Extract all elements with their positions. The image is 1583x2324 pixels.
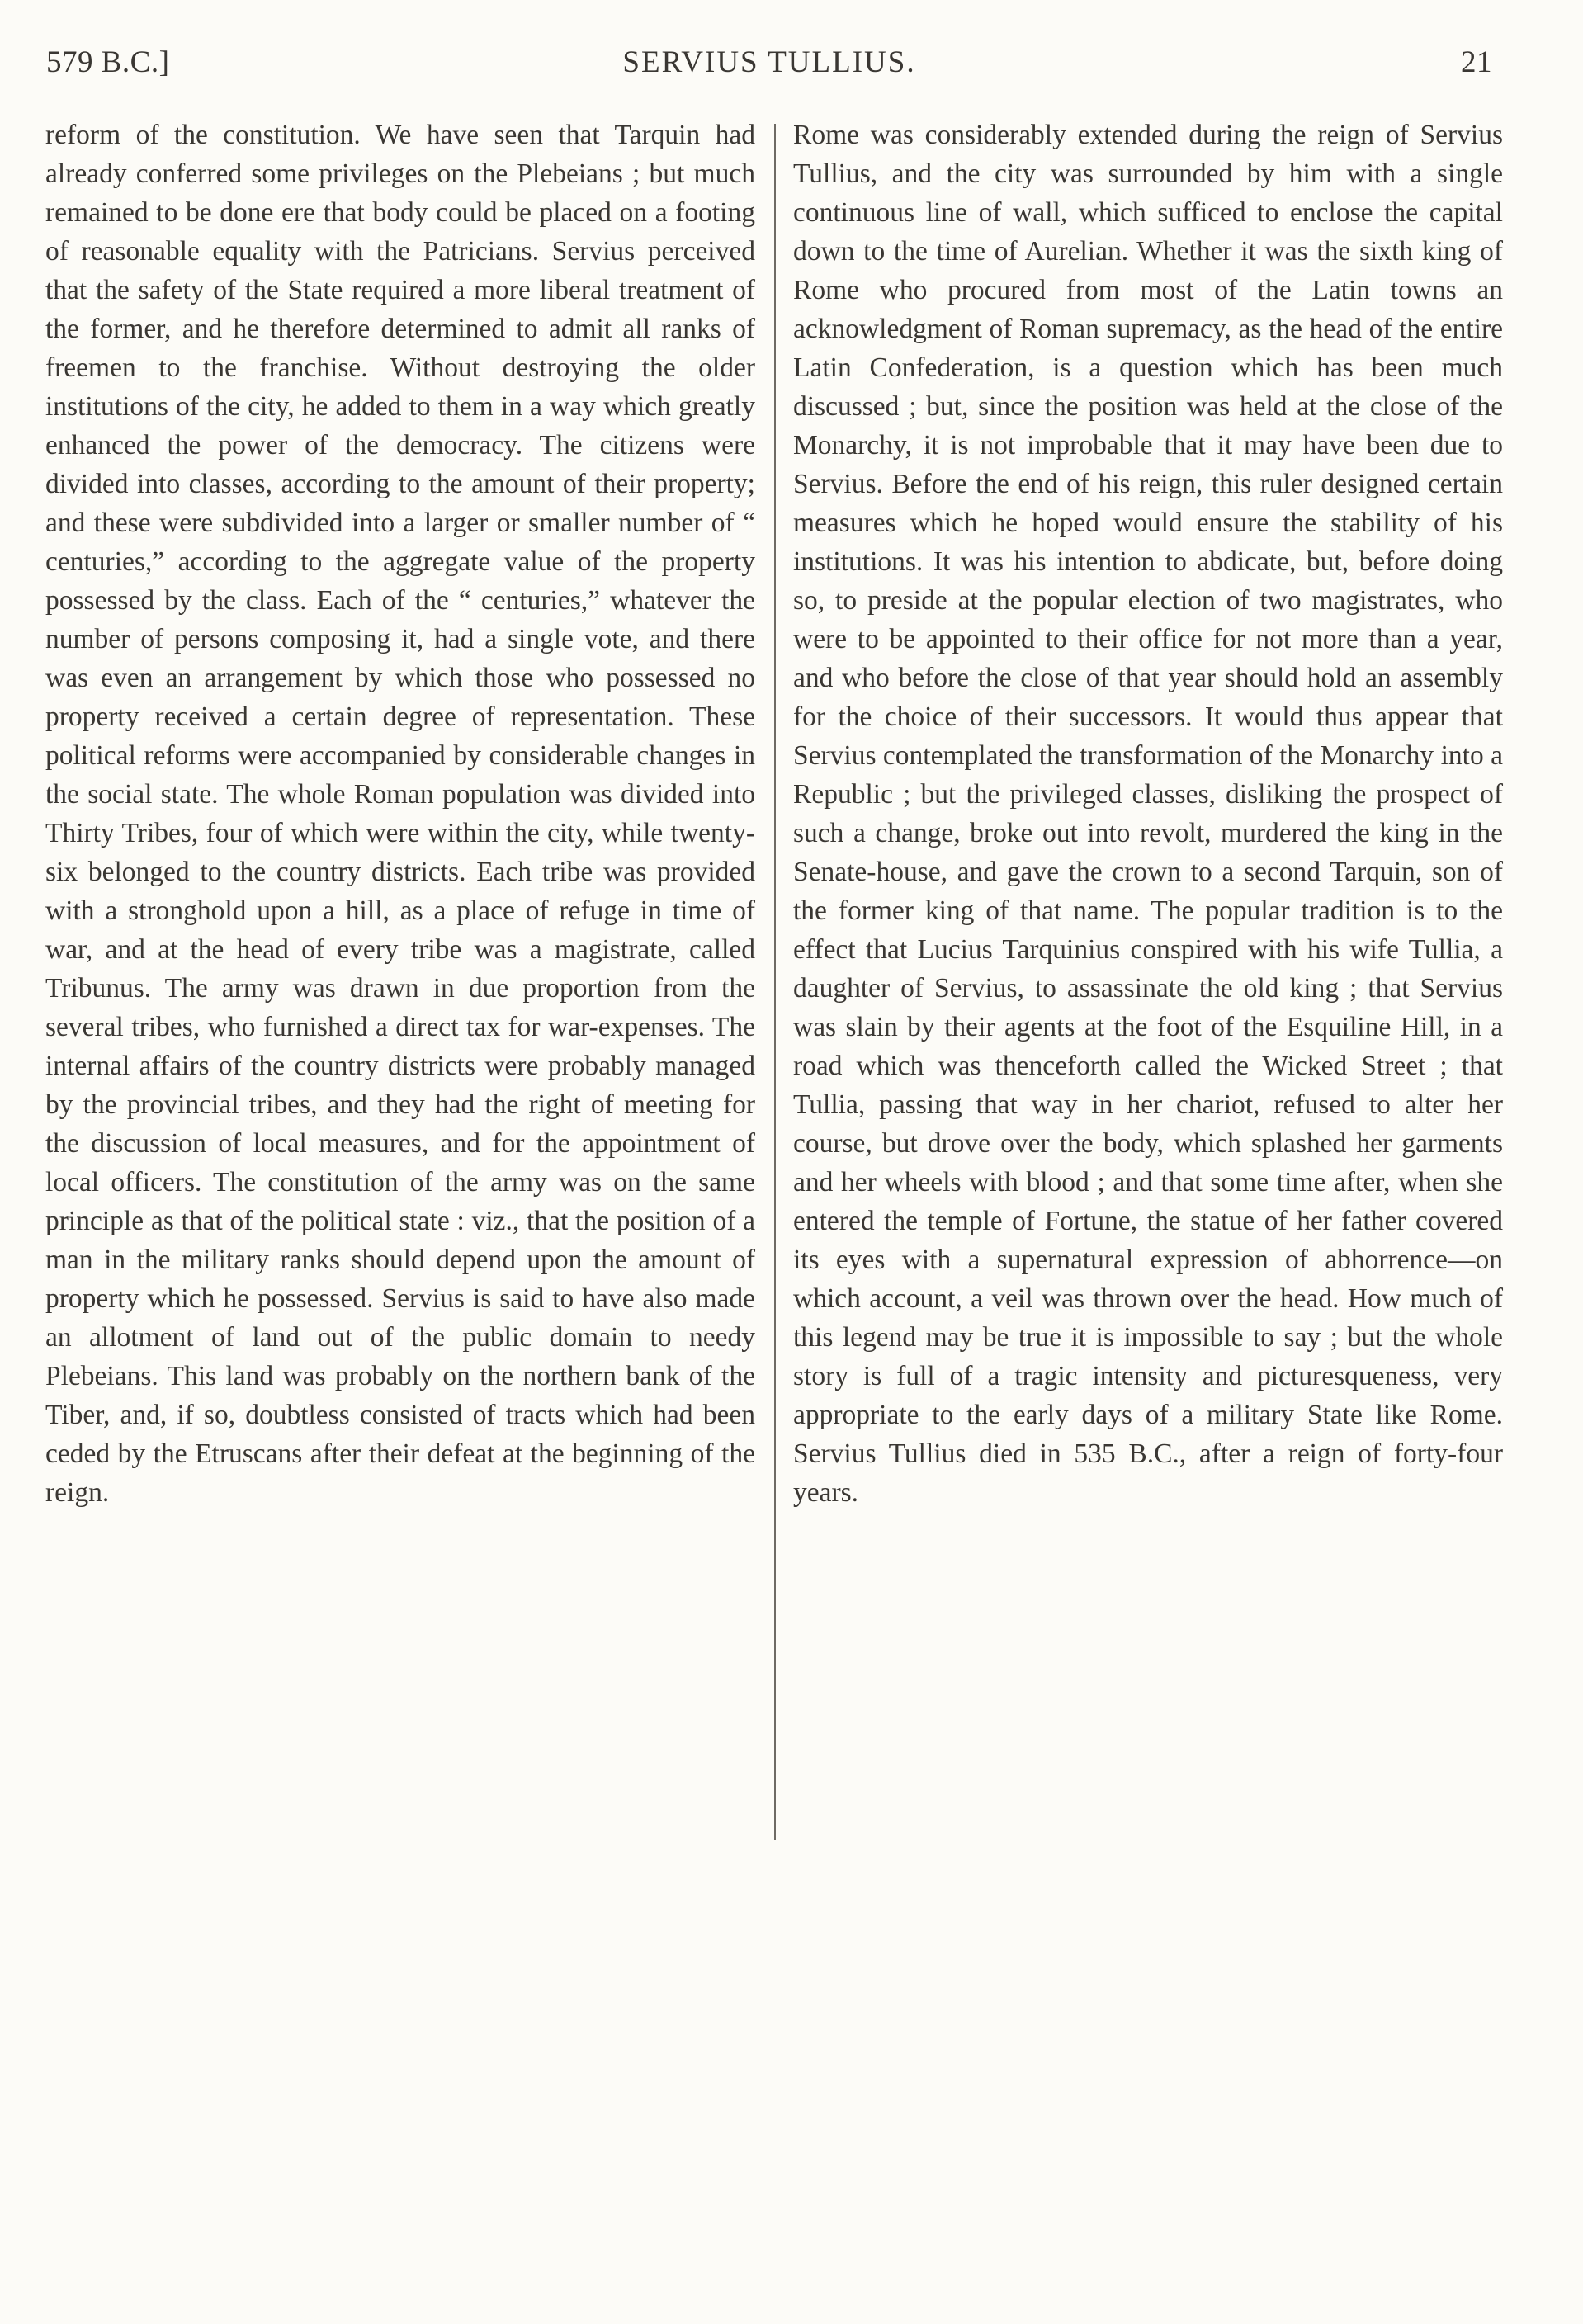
column-divider [774,124,776,1840]
left-column-text: reform of the constitution. We have seen that Tarquin had already conferred some privileges on the Plebeians ; but much remained to be done ere that body could be placed on a footing of reasonable equality with the Patricians. Servius perceived that the safety of the State required a more liberal treatment of the former, and he therefore determined to admit all ranks of freemen to the franchise. Without destroying the older institutions of the city, he added to them in a way which greatly enhanced the power of the democracy. The citizens were divided into classes, according to the amount of their property; and these were subdivided into a larger or smaller number of “ centuries,” according to the aggregate value of the property possessed by the class. Each of the “ centuries,” whatever the number of persons composing it, had a single vote, and there was even an arrangement by which those who possessed no property received a certain degree of representation. These political reforms were accompanied by considerable changes in the social state. The whole Roman population was divided into Thirty Tribes, four of which were within the city, while twenty-six belonged to the country districts. Each tribe was provided with a stronghold upon a hill, as a place of refuge in time of war, and at the head of every tribe was a magistrate, called Tribunus. The army was drawn in due proportion from the several tribes, who furnished a direct tax for war-expenses. The internal affairs of the country districts were probably managed by the provincial tribes, and they had the right of meeting for the discussion of local measures, and for the appointment of local officers. The constitution of the army was on the same principle as that of the political state : viz., that the position of a man in the military ranks should depend upon the amount of property which he possessed. Servius is said to have also made an allotment of land out of the public domain to needy Plebeians. This land was probably on the northern bank of the Tiber, and, if so, doubtless consisted of tracts which had been ceded by the Etruscans after their defeat at the beginning of the reign. [45,120,755,1508]
left-column [45,116,755,1512]
right-column [793,116,1503,1512]
header-title: SERVIUS TULLIUS. [622,45,916,79]
right-column-text: Rome was considerably extended during the reign of Servius Tullius, and the city was surrounded by him with a single continuous line of wall, which sufficed to enclose the capital down to the time of Aurelian. Whether it was the sixth king of Rome who procured from most of the Latin towns an acknowledgment of Roman supremacy, as the head of the entire Latin Confederation, is a question which has been much discussed ; but, since the position was held at the close of the Monarchy, it is not improbable that it may have been due to Servius. Before the end of his reign, this ruler designed certain measures which he hoped would ensure the stability of his institutions. It was his intention to abdicate, but, before doing so, to preside at the popular election of two magistrates, who were to be appointed to their office for not more than a year, and who before the close of that year should hold an assembly for the choice of their successors. It would thus appear that Servius contemplated the transformation of the Monarchy into a Republic ; but the privileged classes, disliking the prospect of such a change, broke out into revolt, murdered the king in the Senate-house, and gave the crown to a second Tarquin, son of the former king of that name. The popular tradition is to the effect that Lucius Tarquinius conspired with his wife Tullia, a daughter of Servius, to assassinate the old king ; that Servius was slain by their agents at the foot of the Esquiline Hill, in a road which was thenceforth called the Wicked Street ; that Tullia, passing that way in her chariot, refused to alter her course, but drove over the body, which splashed her garments and her wheels with blood ; and that some time after, when she entered the temple of Fortune, the statue of her father covered its eyes with a supernatural expression of abhorrence—on which account, a veil was thrown over the head. How much of this legend may be true it is impossible to say ; but the whole story is full of a tragic intensity and picturesqueness, very appropriate to the early days of a military State like Rome. Servius Tullius died in 535 B.C., after a reign of forty-four years. [793,120,1503,1508]
page-number: 21 [1461,45,1492,79]
header-date: 579 B.C.] [46,45,170,79]
running-header [46,45,1492,86]
